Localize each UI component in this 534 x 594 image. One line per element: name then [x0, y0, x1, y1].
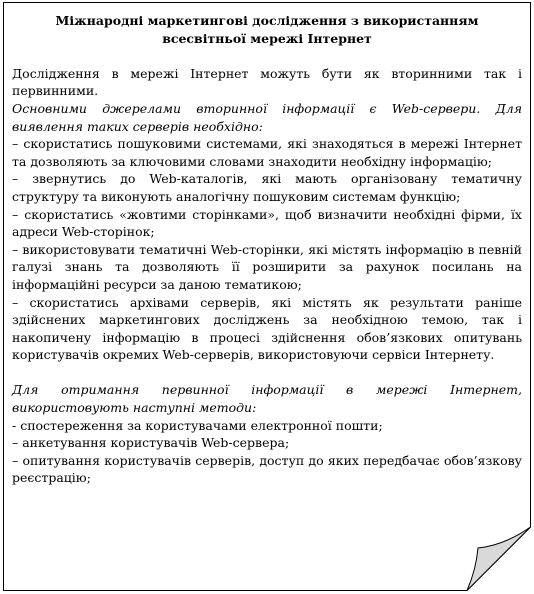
- list-item: – опитування користувачів серверів, доступ до яких передбачає обов’язкову реєстрацію;: [12, 452, 522, 486]
- primary-methods-heading: Для отримання первинної інформації в мережі Інтернет, використовують наступні методи:: [12, 382, 522, 416]
- list-item: – скористатись архівами серверів, які містять як результати раніше здійснених маркетингових досліджень за необхідною темою, так і накопичену інформацію в процесі здійснення обов’язкових опитувань користувачів окремих Web-серверів, використовуючи сервіси Інтернету.: [12, 294, 522, 363]
- document-body: [12, 12, 522, 487]
- list-item: – скористатись «жовтими сторінками», щоб визначити необхідні фірми, їх адреси Web-сторінок;: [12, 206, 522, 240]
- list-item: - спостереження за користувачами електронної пошти;: [12, 417, 383, 433]
- list-item: – використовувати тематичні Web-сторінки, які містять інформацію в певній галузі знань та дозволяють її розширити за рахунок посилань на інформаційні ресурси за даною тематикою;: [12, 241, 522, 292]
- secondary-sources-heading: Основними джерелами вторинної інформації є Web-сервери. Для виявлення таких серверів необхідно:: [12, 100, 522, 134]
- list-item: – анкетування користувачів Web-сервера;: [12, 435, 290, 451]
- list-item: – скористатись пошуковими системами, які знаходяться в мережі Інтернет та дозволяють за ключовими словами знаходити необхідну інформацію;: [12, 136, 522, 169]
- intro-paragraph: Дослідження в мережі Інтернет можуть бути як вторинними так і первинними.: [12, 65, 522, 99]
- list-item: – звернутись до Web-каталогів, які мають організовану тематичну структуру та виконують аналогічну пошуковим системам функцію;: [12, 171, 522, 204]
- document-title: Міжнародні маркетингові дослідження з використанням всесвітньої мережі Інтернет: [55, 13, 479, 46]
